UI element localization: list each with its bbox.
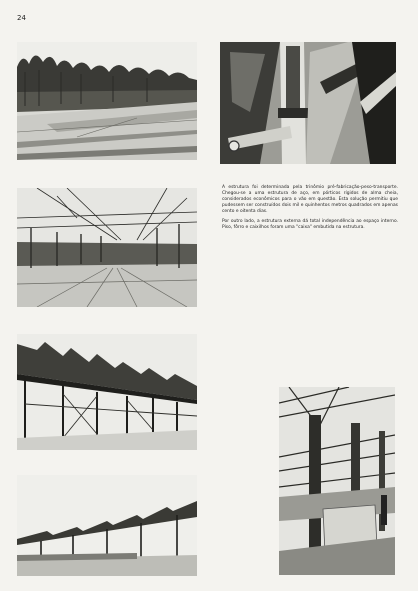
- column-base-photo: [279, 387, 395, 575]
- site-slab-photo: [17, 42, 197, 160]
- steel-joint-photo: [220, 42, 396, 164]
- caption-paragraph-2: Por outro lado, a estrutura externa dá total independência ao espaço interno. Piso, fôrro e caixilhos foram uma "caixa" embutida na estrutura.: [222, 219, 398, 231]
- page-number: 24: [17, 14, 26, 22]
- long-roof-photo: [17, 475, 197, 576]
- frame-perspective-photo: [17, 188, 197, 307]
- sawtooth-roof-photo: [17, 334, 197, 450]
- structure-caption: [222, 185, 398, 235]
- caption-paragraph-1: A estrutura foi determinada pela trinômio pré-fabricação-peso-transporte. Chegou-se a uma estrutura de aço, em pórticos rígidos de alma cheia, considerados econômicos para o vão em questão. Esta solução permitiu que pudessem ser construídos dois mil e quinhentos metros quadrados em apenas cento e oitenta dias.: [222, 185, 398, 215]
